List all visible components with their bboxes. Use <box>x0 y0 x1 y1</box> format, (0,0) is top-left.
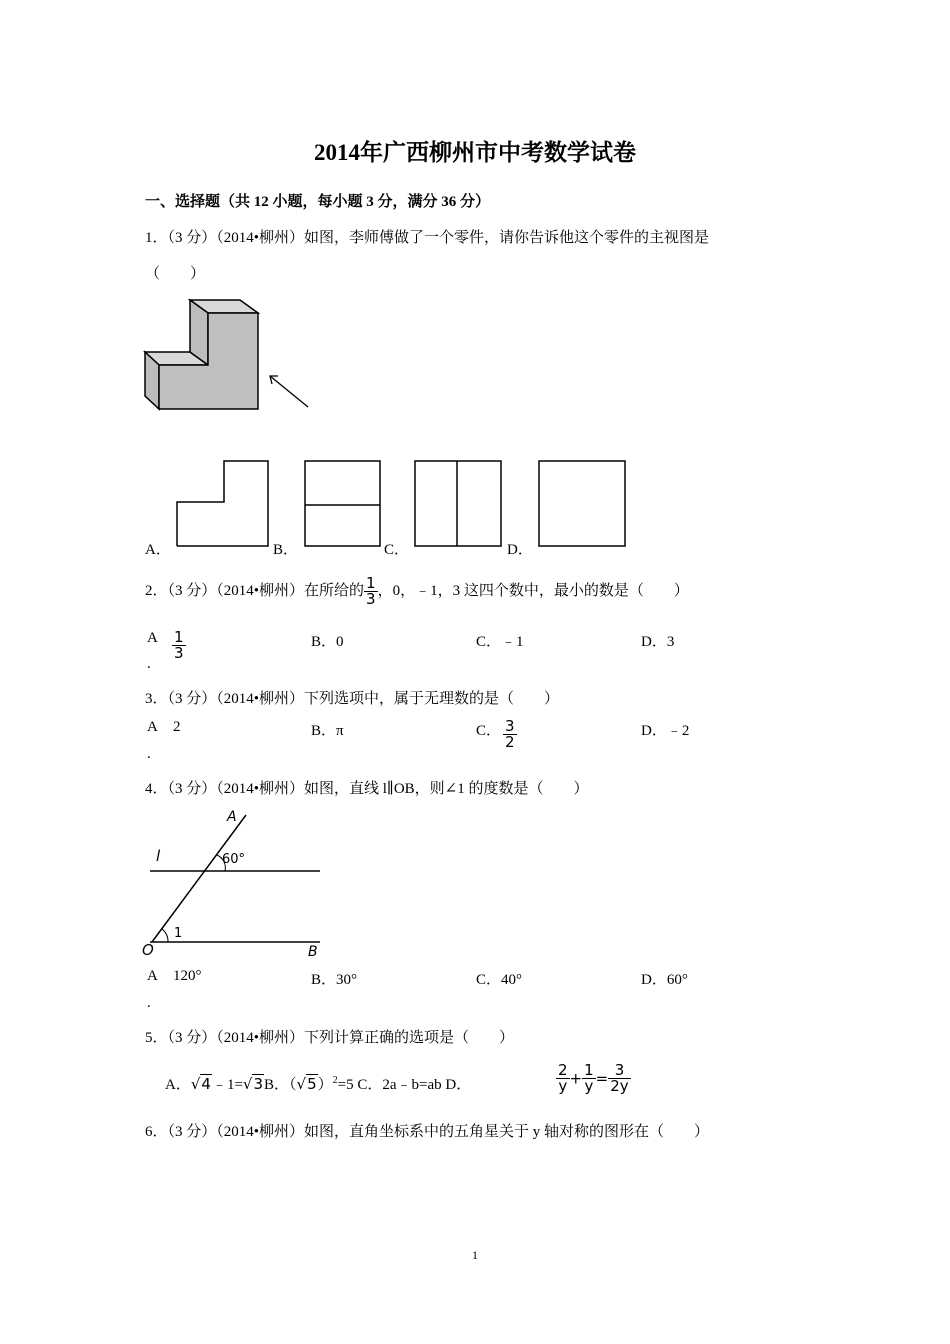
q1-option-d-label: D． <box>507 542 533 558</box>
section-heading: 一、选择题（共 12 小题，每小题 3 分，满分 36 分） <box>145 194 491 210</box>
q5-option-b-close: ） <box>317 1077 333 1093</box>
q1-option-a-label: A． <box>145 542 171 558</box>
q2-option-a-value <box>172 630 186 661</box>
q2-fraction <box>364 576 378 607</box>
q2-option-a-dot: . <box>147 656 151 672</box>
q4-label-1: 1 <box>174 926 183 941</box>
q4-label-60-degrees: 60° <box>222 852 246 867</box>
question-1-paren: （ ） <box>145 266 206 282</box>
q2-option-b: B．0 <box>311 634 344 650</box>
q5-option-b-prefix: B．（ <box>264 1077 297 1093</box>
q1-option-b-figure <box>303 459 383 549</box>
q2-frac-num: 1 <box>366 574 376 592</box>
q1-option-c-label: C． <box>384 542 410 558</box>
q5-option-d-prefix: D． <box>445 1077 472 1093</box>
q4-option-c: C．40° <box>476 972 523 988</box>
q1-option-d-figure <box>537 459 628 549</box>
q4-label-l: l <box>156 847 161 865</box>
q3-option-a-value: 2 <box>173 719 181 735</box>
q5-option-b-exponent: 2 <box>332 1075 338 1086</box>
q4-label-o: O <box>142 941 154 959</box>
part-3d-figure <box>140 296 320 416</box>
q3-option-d: D．﹣2 <box>641 723 690 739</box>
question-1-stem: 1．（3 分）（2014•柳州）如图，李师傅做了一个零件，请你告诉他这个零件的主视图是 <box>145 230 710 246</box>
question-4-stem: 4．（3 分）（2014•柳州）如图，直线 l∥OB，则∠1 的度数是（ ） <box>145 781 589 797</box>
q5-options-row <box>165 1073 471 1094</box>
question-6-stem: 6．（3 分）（2014•柳州）如图，直角坐标系中的五角星关于 y 轴对称的图形在（ ） <box>145 1124 710 1140</box>
q5-option-d-expression: $\frac{2}{y}$ + $\frac{1}{y}$ = $\frac{3}{2y}$ <box>558 1061 629 1095</box>
q4-label-b: B <box>308 944 318 960</box>
q3-option-b: B．π <box>311 723 344 739</box>
q4-parallel-lines-figure <box>138 805 328 960</box>
q1-option-a-figure <box>175 459 271 549</box>
q2-a-num: 1 <box>174 628 184 646</box>
q2-option-d: D．3 <box>641 634 675 650</box>
q5-sqrt-4: √4 <box>190 1075 211 1093</box>
q4-option-a-dot: . <box>147 995 151 1011</box>
q2-option-a-label: A <box>147 630 158 646</box>
q3-option-c-label: C． <box>476 723 502 739</box>
q3-c-num: 3 <box>505 717 515 735</box>
q4-option-a-value: 120° <box>173 968 202 984</box>
q3-option-a-label: A <box>147 719 158 735</box>
q3-option-a-dot: . <box>147 746 151 762</box>
q3-c-den: 2 <box>505 733 515 751</box>
q2-frac-den: 3 <box>366 590 376 608</box>
exam-title: 2014年广西柳州市中考数学试卷 <box>314 140 636 165</box>
question-3-stem: 3．（3 分）（2014•柳州）下列选项中，属于无理数的是（ ） <box>145 691 560 707</box>
q3-option-c-value <box>503 719 517 750</box>
q5-option-c: C．2a﹣b=ab <box>357 1077 442 1093</box>
q2-a-den: 3 <box>174 644 184 662</box>
q2-stem-pre: 2．（3 分）（2014•柳州）在所给的 <box>145 582 365 599</box>
q1-option-c-figure <box>413 459 504 549</box>
q5-option-b-equals: =5 <box>337 1077 354 1093</box>
q4-option-a-label: A <box>147 968 158 984</box>
q2-stem-post: ，0，﹣1，3 这四个数中，最小的数是（ ） <box>377 582 689 599</box>
page-number: 1 <box>472 1248 478 1262</box>
question-2-stem <box>145 576 689 607</box>
q1-option-b-label: B． <box>273 542 299 558</box>
q5-option-a-prefix: A． <box>165 1077 191 1093</box>
q5-option-a-mid: ﹣1= <box>211 1077 243 1093</box>
q4-option-b: B．30° <box>311 972 358 988</box>
q2-option-c: C．﹣1 <box>476 634 524 650</box>
q4-option-d: D．60° <box>641 972 688 988</box>
q5-sqrt-5: √5 <box>296 1075 317 1093</box>
question-5-stem: 5．（3 分）（2014•柳州）下列计算正确的选项是（ ） <box>145 1030 515 1046</box>
q4-label-a: A <box>227 809 237 825</box>
q5-sqrt-3: √3 <box>242 1075 264 1093</box>
